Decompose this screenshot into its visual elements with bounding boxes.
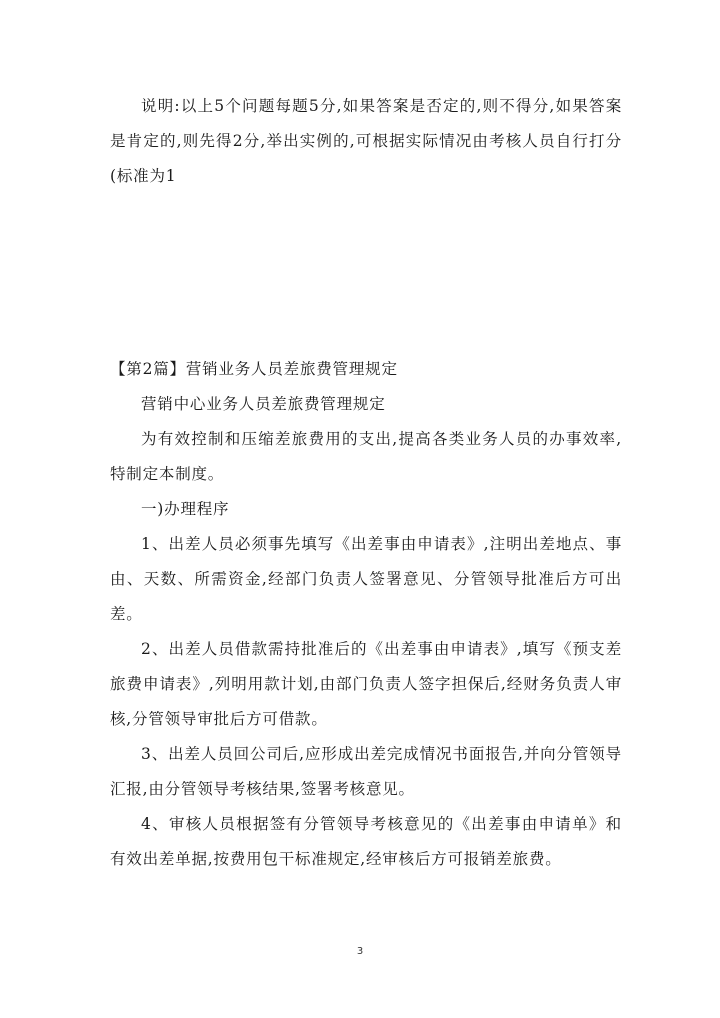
article-subtitle: 营销中心业务人员差旅费管理规定: [141, 395, 386, 413]
procedure-item-3: 3、出差人员回公司后,应形成出差完成情况书面报告,并向分管领导汇报,由分管领导考核结果,签署考核意见。: [110, 745, 622, 798]
article-section: [110, 352, 622, 877]
procedure-section-title: 一)办理程序: [141, 500, 230, 518]
article-heading: 【第2篇】营销业务人员差旅费管理规定: [110, 360, 398, 378]
procedure-item-2: 2、出差人员借款需持批准后的《出差事由申请表》,填写《预支差旅费申请表》,列明用款计划,由部门负责人签字担保后,经财务负责人审核,分管领导审批后方可借款。: [110, 640, 622, 728]
procedure-item-1: 1、出差人员必须事先填写《出差事由申请表》,注明出差地点、事由、天数、所需资金,经部门负责人签署意见、分管领导批准后方可出差。: [110, 535, 622, 623]
procedure-item-4: 4、审核人员根据签有分管领导考核意见的《出差事由申请单》和有效出差单据,按费用包干标准规定,经审核后方可报销差旅费。: [110, 815, 622, 868]
scoring-note: [110, 89, 622, 194]
page-number: 3: [356, 946, 364, 957]
scoring-note-text: 说明:以上5个问题每题5分,如果答案是否定的,则不得分,如果答案是肯定的,则先得2分,举出实例的,可根据实际情况由考核人员自行打分(标准为1: [110, 97, 622, 185]
article-paragraph: 为有效控制和压缩差旅费用的支出,提高各类业务人员的办事效率,特制定本制度。: [110, 430, 622, 483]
